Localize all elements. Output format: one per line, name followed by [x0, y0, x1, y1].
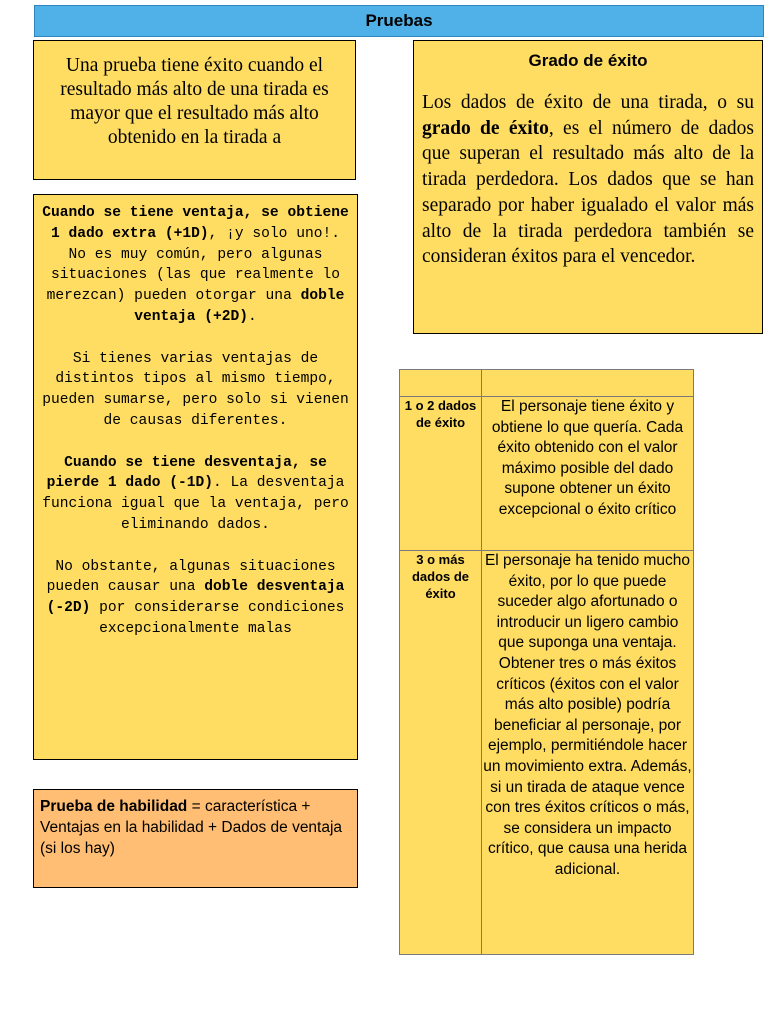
prueba-habilidad-formula: = característica + Ventajas en la habilidad + Dados de ventaja (si los hay): [40, 798, 343, 857]
intro-box: [33, 40, 356, 180]
doble-desventaja-bold: doble desventaja (-2D): [46, 579, 345, 617]
ventajas-sumar-paragraph: [40, 349, 351, 432]
ventaja-rule-text: , ¡y solo uno!. No es muy común, pero algunas situaciones (las que realmente lo merezcan) pueden otorgar una: [46, 225, 340, 305]
doble-ventaja-bold: doble ventaja (+2D): [134, 288, 345, 325]
grado-text-part: Los dados de éxito de una tirada, o su: [422, 92, 754, 113]
table-header-cell: [400, 370, 482, 397]
doble-desventaja-paragraph: [40, 557, 351, 640]
table-header-cell: [482, 370, 694, 397]
page-header: [34, 5, 764, 37]
grado-exito-title: Grado de éxito: [528, 51, 648, 70]
prueba-habilidad-label: Prueba de habilidad: [40, 798, 188, 815]
prueba-habilidad-box: [33, 789, 358, 888]
table-row: [400, 551, 694, 955]
ventaja-rule-bold: Cuando se tiene ventaja, se obtiene 1 dado extra (+1D): [42, 205, 349, 242]
desventaja-rule-bold: Cuando se tiene desventaja, se pierde 1 dado (-1D): [46, 454, 327, 492]
ventaja-box: [33, 194, 358, 760]
table-header-row: [400, 370, 694, 397]
row-label: 1 o 2 dados de éxito: [400, 397, 482, 551]
doble-desventaja-text: No obstante, algunas situaciones pueden causar una: [46, 558, 336, 596]
ventajas-sumar-text: Si tienes varias ventajas de distintos tipos al mismo tiempo, pueden sumarse, pero solo si vienen de causas diferentes.: [42, 350, 349, 429]
row-label: 3 o más dados de éxito: [400, 551, 482, 955]
grado-exito-text: [422, 90, 754, 270]
ventaja-rule-end: .: [248, 308, 257, 325]
grado-exito-box: [413, 40, 763, 334]
row-description: El personaje tiene éxito y obtiene lo que quería. Cada éxito obtenido con el valor máximo posible del dado supone obtener un éxito excepcional o éxito crítico: [482, 397, 694, 551]
page-title: Pruebas: [365, 11, 433, 30]
results-table: [399, 369, 694, 955]
row-description: El personaje ha tenido mucho éxito, por lo que puede suceder algo afortunado o introducir un ligero cambio que suponga una ventaja. Obtener tres o más éxitos críticos (éxitos con el valor más alto posible) podría beneficiar al personaje, por ejemplo, permitiéndole hacer un movimiento extra. Además, si un tirada de ataque vence con tres éxitos críticos o más, se considera un impacto crítico, que causa una herida adicional.: [482, 551, 694, 955]
ventaja-paragraph: [40, 203, 351, 328]
grado-bold-term: grado de éxito: [422, 117, 549, 139]
desventaja-paragraph: [40, 453, 351, 536]
desventaja-rule-text: . La desventaja funciona igual que la ventaja, pero eliminando dados.: [42, 475, 349, 533]
doble-desventaja-rest: por considerarse condiciones excepcionalmente malas: [90, 600, 345, 637]
intro-text: Una prueba tiene éxito cuando el resultado más alto de una tirada es mayor que el resultado más alto obtenido en la tirada a: [60, 55, 329, 148]
grado-text-rest: , es el número de dados que superan el resultado más alto de la tirada perdedora. Los dados que se han separado por haber igualado el valor más alto de la tirada perdedora también se consideran éxitos para el vencedor.: [422, 117, 754, 268]
table-row: [400, 397, 694, 551]
